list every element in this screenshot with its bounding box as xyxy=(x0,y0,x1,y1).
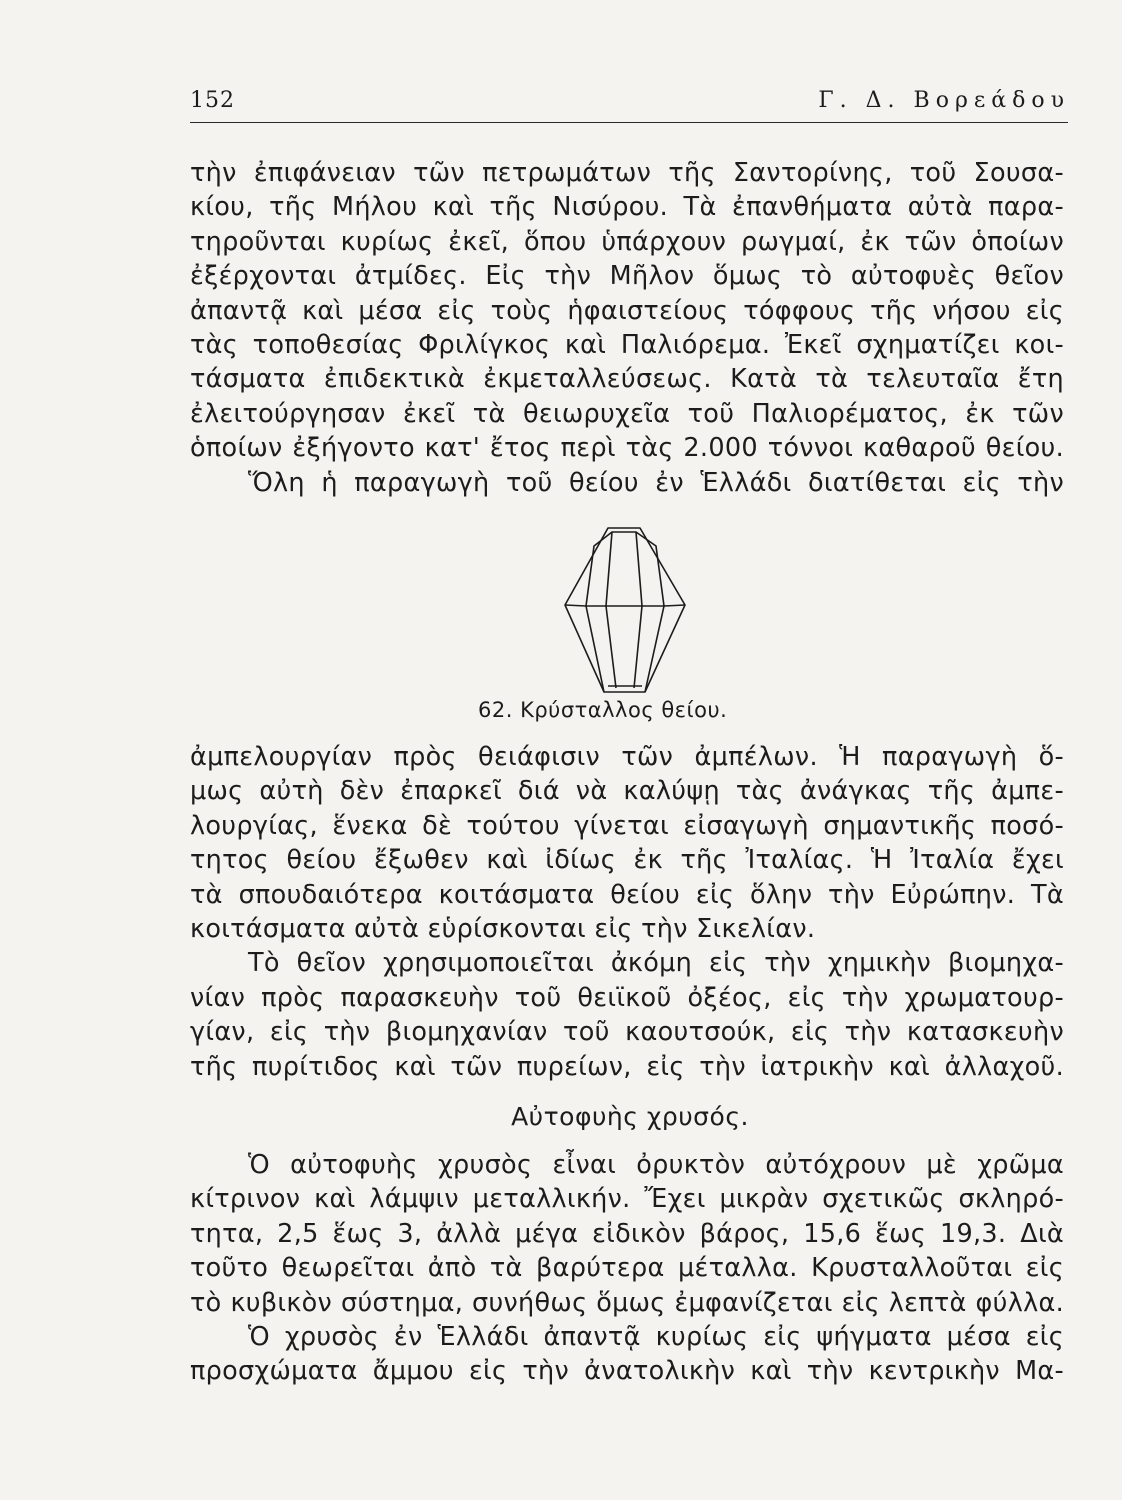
text-line: κοιτάσματα αὐτὰ εὑρίσκονται εἰς τὴν Σικελίαν. xyxy=(190,914,816,945)
text-line: τάσματα ἐπιδεκτικὰ ἐκμεταλλεύσεως. Κατὰ τὰ τελευταῖα ἔτη xyxy=(190,364,1064,395)
text-line: Τὸ θεῖον χρησιμοποιεῖται ἀκόμη εἰς τὴν χημικὴν βιομηχα- xyxy=(248,948,1064,979)
figure-caption: 62. Κρύσταλλος θείου. xyxy=(478,698,728,722)
section-heading: Αὐτοφυὴς χρυσός. xyxy=(511,1102,749,1131)
text-line: νίαν πρὸς παρασκευὴν τοῦ θειϊκοῦ ὀξέος, εἰς τὴν χρωματουρ- xyxy=(190,982,1064,1013)
text-block-sulfur-locations xyxy=(190,156,1064,500)
text-line: Ὁ αὐτοφυὴς χρυσὸς εἶναι ὀρυκτὸν αὐτόχρουν μὲ χρῶμα xyxy=(248,1150,1064,1180)
text-line: τὰ σπουδαιότερα κοιτάσματα θείου εἰς ὅλην τὴν Εὐρώπην. Τὰ xyxy=(190,879,1064,910)
page-number: 152 xyxy=(190,88,235,113)
text-line: τὰς τοποθεσίας Φριλίγκος καὶ Παλιόρεμα. Ἐκεῖ σχηματίζει κοι- xyxy=(190,330,1064,361)
text-line: τηροῦνται κυρίως ἐκεῖ, ὅπου ὑπάρχουν ρωγμαί, ἐκ τῶν ὁποίων xyxy=(190,226,1064,257)
text-block-native-gold xyxy=(190,1148,1064,1389)
text-line: τὸ κυβικὸν σύστημα, συνήθως ὅμως ἐμφανίζεται εἰς λεπτὰ φύλλα. xyxy=(190,1287,1064,1318)
text-line: μως αὐτὴ δὲν ἐπαρκεῖ διά νὰ καλύψῃ τὰς ἀνάγκας τῆς ἀμπε- xyxy=(190,776,1064,807)
text-line: προσχώματα ἄμμου εἰς τὴν ἀνατολικὴν καὶ τὴν κεντρικὴν Μα- xyxy=(190,1356,1064,1387)
text-line: γίαν, εἰς τὴν βιομηχανίαν τοῦ καουτσούκ, εἰς τὴν κατασκευὴν xyxy=(190,1017,1064,1048)
text-line: ἐλειτούργησαν ἐκεῖ τὰ θειωρυχεῖα τοῦ Παλιορέματος, ἐκ τῶν xyxy=(190,398,1064,429)
text-line: ἀμπελουργίαν πρὸς θειάφισιν τῶν ἀμπέλων. Ἡ παραγωγὴ ὅ- xyxy=(190,742,1064,772)
text-line: Ὅλη ἡ παραγωγὴ τοῦ θείου ἐν Ἑλλάδι διατίθεται εἰς τὴν xyxy=(248,467,1064,498)
text-line: ἀπαντᾷ καὶ μέσα εἰς τοὺς ἡφαιστείους τόφφους τῆς νήσου εἰς xyxy=(190,295,1064,326)
sulfur-crystal-figure xyxy=(560,520,690,700)
text-line: τητος θείου ἔξωθεν καὶ ἰδίως ἐκ τῆς Ἰταλίας. Ἡ Ἰταλία ἔχει xyxy=(190,845,1064,876)
text-line: τῆς πυρίτιδος καὶ τῶν πυρείων, εἰς τὴν ἰατρικὴν καὶ ἀλλαχοῦ. xyxy=(190,1051,1064,1082)
text-line: τητα, 2,5 ἕως 3, ἀλλὰ μέγα εἰδικὸν βάρος, 15,6 ἕως 19,3. Διὰ xyxy=(190,1218,1064,1249)
running-head: Γ. Δ. Βορεάδου xyxy=(818,88,1070,113)
text-line: λουργίας, ἕνεκα δὲ τούτου γίνεται εἰσαγωγὴ σημαντικῆς ποσό- xyxy=(190,810,1064,841)
text-line: τὴν ἐπιφάνειαν τῶν πετρωμάτων τῆς Σαντορίνης, τοῦ Σουσα- xyxy=(190,158,1064,188)
text-block-sulfur-uses xyxy=(190,740,1064,1084)
text-line: τοῦτο θεωρεῖται ἀπὸ τὰ βαρύτερα μέταλλα. Κρυσταλλοῦται εἰς xyxy=(190,1253,1064,1284)
text-line: Ὁ χρυσὸς ἐν Ἑλλάδι ἀπαντᾷ κυρίως εἰς ψήγματα μέσα εἰς xyxy=(248,1322,1064,1353)
header-rule xyxy=(190,122,1068,123)
text-line: ἐξέρχονται ἀτμίδες. Εἰς τὴν Μῆλον ὅμως τὸ αὐτοφυὲς θεῖον xyxy=(190,261,1064,292)
text-line: κίτρινον καὶ λάμψιν μεταλλικήν. Ἔχει μικρὰν σχετικῶς σκληρό- xyxy=(190,1184,1064,1215)
text-line: κίου, τῆς Μήλου καὶ τῆς Νισύρου. Τὰ ἐπανθήματα αὐτὰ παρα- xyxy=(190,192,1064,223)
page-header xyxy=(190,84,1070,120)
text-line: ὁποίων ἐξήγοντο κατ' ἔτος περὶ τὰς 2.000 τόννοι καθαροῦ θείου. xyxy=(190,433,1064,464)
